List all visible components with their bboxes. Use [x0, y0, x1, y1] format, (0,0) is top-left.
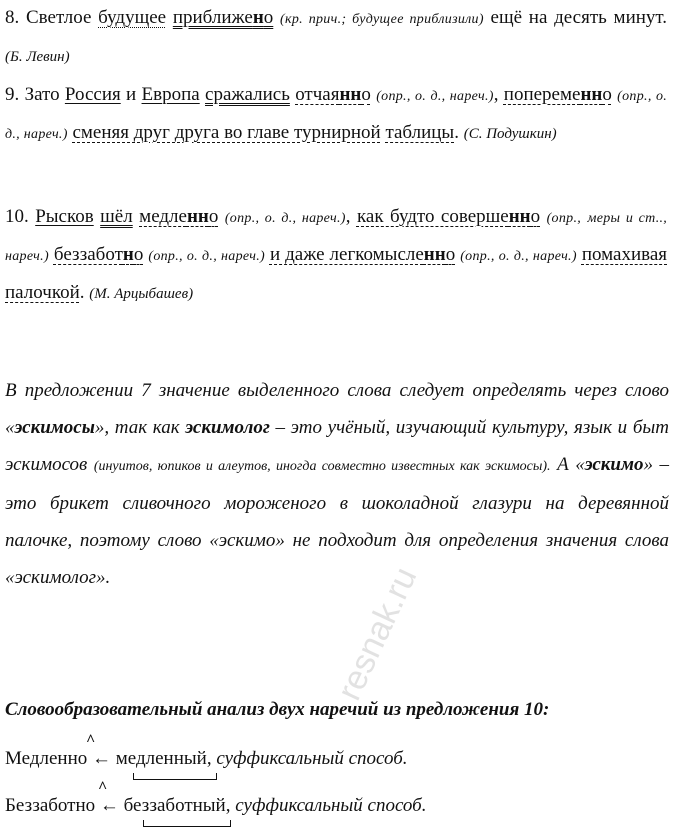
derivation-arrow: ← — [92, 748, 111, 769]
word-adverb: беззаботно — [53, 244, 144, 265]
grammar-note: (опр., о. д., нареч.) — [5, 89, 668, 142]
word-adverbial-phrase: таблицы — [385, 122, 455, 143]
analysis-row-2: Беззаботно ← беззаботный, суффиксальный способ. — [5, 795, 427, 816]
derivation-arrow: ← — [99, 795, 119, 816]
word-predicate: шёл — [100, 206, 133, 227]
source-author: (Б. Левин) — [5, 49, 70, 65]
base-word: медленный — [115, 748, 207, 769]
word-predicate: приближено — [172, 7, 274, 28]
word-subject: будущее — [98, 7, 167, 28]
word-adverb: медленно — [139, 206, 219, 227]
parenthetical-note: (инуитов, юпиков и алеутов, иногда совместно известных как эскимосы). — [93, 459, 551, 474]
explanation-paragraph: В предложении 7 значение выделенного слова следует определять через слово «эскимосы», так как эскимолог – это учёный, изучающий культуру, язык и быт эскимосов (инуитов, юпиков и алеутов, иногда совместно известных как эскимосы). А «эскимо» – это брикет сливочного мороженого в шоколадной глазури на деревянной палочке, поэтому слово «эскимо» не подходит для определения значения слова «эскимолог». — [5, 380, 670, 588]
word-adverb: попеременно — [503, 84, 612, 105]
analysis-row-1: Медленно ← медленный, суффиксальный способ. — [5, 748, 408, 769]
word-adverbial-phrase: сменяя друг друга во главе турнирной — [72, 122, 381, 143]
derived-word: Медленно — [5, 748, 88, 769]
watermark: resnak.ru — [330, 561, 425, 707]
word-adverb: отчаянно — [295, 84, 371, 105]
word-adverbial-phrase: помахивая палочкой — [5, 244, 668, 303]
word-predicate: сражались — [205, 84, 290, 105]
grammar-note: (опр., — [546, 211, 582, 226]
sentence-number: 9. — [5, 84, 20, 105]
sentence-9: 9. Зато Россия и Европа сражались отчаянно (опр., о. д., нареч.), попеременно (опр., о. д., нареч.) сменяя друг друга во главе турнирной таблицы. (С. Подушкин) — [5, 84, 668, 143]
base-word: беззаботный — [123, 795, 226, 816]
stem-bracket — [143, 820, 231, 827]
grammar-note: (опр., о. д., нареч.) — [224, 211, 346, 226]
highlighted-word: эскимосы — [14, 417, 95, 438]
suffix-caret-icon: ^ — [86, 732, 96, 749]
word: Светлое — [25, 7, 92, 28]
sentence-10: 10. Рысков шёл медленно (опр., о. д., нареч.), как будто совершенно (опр., меры и ст.., нареч.) беззаботно (опр., о. д., нареч.) и даже легкомысленно (опр., о. д., нареч.) помахивая палочкой. (М. Арцыбашев) — [5, 206, 668, 303]
grammar-note: меры и ст.., нареч.) — [5, 211, 668, 264]
source-author: (М. Арцыбашев) — [89, 286, 194, 302]
source-author: (С. Подушкин) — [463, 126, 557, 142]
suffix-caret-icon: ^ — [98, 779, 108, 796]
grammar-note: (кр. прич.; будущее приблизили) — [280, 12, 484, 27]
word-subject: Россия — [64, 84, 121, 105]
grammar-note: (опр., о. д., нареч.) — [460, 249, 577, 264]
sentence-number: 8. — [5, 7, 20, 28]
word-subject: Рысков — [35, 206, 94, 227]
derivation-method: суффиксальный способ. — [235, 795, 427, 816]
word: Зато — [24, 84, 60, 105]
word-adverb: как будто совершенно — [356, 206, 541, 227]
stem-bracket — [133, 773, 217, 780]
derivation-method: суффиксальный способ. — [216, 748, 408, 769]
sentence-8 — [5, 0, 667, 75]
sentence-number: 10. — [5, 206, 29, 227]
highlighted-word: эскимолог — [185, 417, 270, 438]
analysis-heading: Словообразовательный анализ двух наречий из предложения 10: — [5, 699, 550, 720]
grammar-note: (опр., о. д., нареч.) — [148, 249, 265, 264]
word-subject: Европа — [141, 84, 200, 105]
word: ещё на десять минут. — [490, 7, 668, 28]
derived-word: Беззаботно — [5, 795, 96, 816]
word-adverb: и даже легкомысленно — [269, 244, 456, 265]
word: и — [126, 84, 137, 105]
highlighted-word: эскимо — [584, 454, 644, 475]
grammar-note: (опр., о. д., нареч.) — [376, 89, 494, 104]
